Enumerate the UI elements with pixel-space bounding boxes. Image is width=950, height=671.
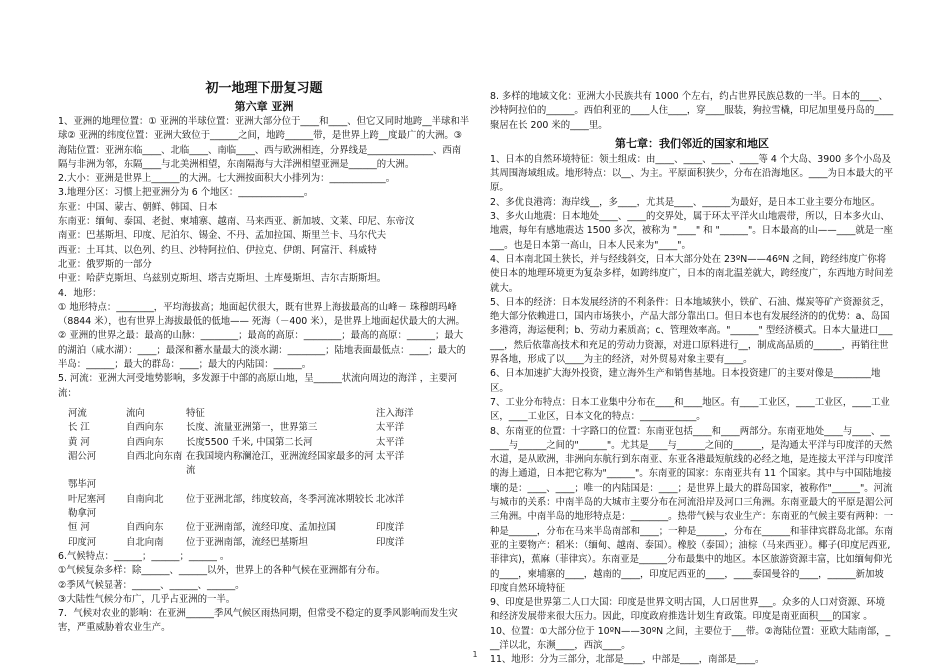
river-name: 印度河 [68, 536, 97, 548]
climate-line: ①气候复杂多样：除______、______以外，世界上的各种气候在亚洲都有分布。 [58, 565, 386, 577]
ch6-line: 中亚：哈萨克斯坦、乌兹别克斯坦、塔吉克斯坦、土库曼斯坦、吉尔吉斯斯坦。 [58, 273, 387, 285]
ch7-line: 11、地形：分为三部分，北部是____，中部是____，南部是____。 [490, 654, 765, 666]
river-ocean: 印度洋 [376, 536, 405, 548]
ch7-line: 6、日本加速扩大海外投资，建立海外生产和销售基地。日本投资建厂的主要对像是________地区。 [490, 368, 881, 394]
river-row [58, 478, 470, 492]
ch6-line: ① 地形特点：________，平均海拔高；地面起伏很大，既有世界上海拔最高的山峰－ 珠穆朗玛峰（8844 米），也有世界上海拔最低的低地—— 死海（－400 米），是世界上地面起伏最大的大洲。 [58, 301, 465, 328]
ch7-line: 3、多火山地震：日本地处____、____的交界处，属于环太平洋火山地震带，所以，日本多火山、地震，每年有感地震达 1500 多次，被称为 "____" 和 "______"。日本最高的山——____就是一座___。也是日本第一高山，日本人民来为"____"。 [490, 211, 893, 251]
ch7-line: 1、日本的自然环境特征：领土组成：由____、____、____、____等 4 个大岛、3900 多个小岛及其周围海域组成。地形特点：以__、为主。平原面积狭少，分布在沿海地区。____为日本最大的平原。 [490, 153, 894, 194]
ch6-line: 1、亚洲的地理位置：① 亚洲的半球位置：亚洲大部分位于____和____、但它又同时地跨__半球和半球② 亚洲的纬度位置：亚洲大致位于______之间，地跨______带，是世界上跨__度最广的大洲。③海陆位置：亚洲东临____、北临____、南临____、西与欧洲相连，分界线是______________、西南隔与非洲为邻，东隔____与北美洲相望，东南隔海与大洋洲相望亚洲是______的大洲。 [58, 116, 470, 170]
river-ocean: 北冰洋 [376, 493, 405, 505]
ch6-line: 2.大小：亚洲是世界上______的大洲。七大洲按面积大小排列为：____________。 [58, 173, 396, 185]
chapter7-heading: 第七章：我们邻近的国家和地区 [615, 136, 769, 150]
river-name: 鄂毕河 [68, 479, 97, 491]
river-feature: 长度、流量亚洲第一，世界第三 [186, 422, 318, 434]
river-name: 黄 河 [68, 436, 90, 448]
river-name: 叶尼塞河 [68, 493, 106, 505]
river-direction: 自南向北 [126, 493, 164, 505]
river-row [58, 521, 470, 535]
river-direction: 自西向东 [126, 522, 164, 534]
document-title: 初一地理下册复习题 [205, 81, 323, 96]
ch6-line: 东南亚：缅甸、泰国、老挝、柬埔寨、越南、马来西亚、新加坡、文莱、印尼、东帝汶 [58, 216, 415, 228]
ch7-line: 7、工业分布特点：日本工业集中分布在____和____地区。有____工业区，____工业区，____工业区，____工业区，日本文化的特点：____________。 [490, 396, 890, 423]
river-direction: 自北向南 [126, 536, 164, 548]
ch7-line: 2、多优良港湾：海岸线__，多____，尤其是____、______为最好，是日本工业主要分布地区。 [490, 196, 881, 208]
river-table [58, 421, 470, 550]
river-row [58, 507, 470, 521]
chapter6-heading: 第六章 亚洲 [234, 100, 294, 113]
ch6-line: 东亚：中国、蒙古、朝鲜、韩国、日本 [58, 201, 218, 213]
ch7-line: 8、东南亚的位置：十字路口的位置：东南亚包括____和____两部分。东南亚地处____与____、______与______之间的"______"。尤其是____与______之间的______，是沟通太平洋与印度洋的天然水道，是从欧洲，非洲向东航行到东南亚、东亚各港最短航线的必经之地，是连接太平洋与印度洋的海上通道，日本把它称为"______"。东南亚的国家：东南亚共有 11 个国家。其中与中国陆地接壤的是：____、____；唯一的内陆国是：____；是世界上最大的群岛国家，被称作"______"。河流与城市的关系：中南半岛的大城市主要分布在河流沿岸及河口三角洲。东南亚最大的平原是湄公河三角洲。中南半岛的地形特点是：________。热带气候与农业生产：东南亚的气候主要有两种：一种是______，分布在马来半岛南部和____；一种是______，分布在______和菲律宾群岛北部。东南亚的主要物产：稻米：（缅甸、越南、泰国）。橡胶（泰国）；油棕（马来西亚）。椰子(印度尼西亚,菲律宾)，蕉麻（菲律宾）。东南亚是______分布最集中的地区。本区旅游资源丰富，比如缅甸仰光的____，柬埔寨的____，越南的____，印度尼西亚的____，____泰国曼谷的____，______新加坡 [490, 425, 894, 580]
river-header-cell: 注入海洋 [376, 407, 414, 419]
river-name: 恒 河 [68, 522, 90, 534]
left-column [58, 80, 470, 636]
ch6-line: 4．地形： [58, 287, 102, 299]
climate-line: ③大陆性气候分布广，几乎占亚洲的一半。 [58, 593, 236, 605]
climate-line: 6.气候特点：______；______；______ 。 [58, 550, 230, 562]
river-feature: 长度5500 千米, 中国第二长河 [186, 436, 313, 448]
river-direction: 自西北向东南 [126, 450, 183, 462]
river-row [58, 493, 470, 507]
river-row [58, 436, 470, 450]
river-feature: 位于亚洲南部，流经印度、孟加拉国 [186, 522, 337, 534]
river-row [58, 450, 470, 479]
right-column [490, 90, 894, 668]
river-header-cell: 特征 [186, 407, 205, 419]
river-ocean: 太平洋 [376, 436, 405, 448]
ch7-line: 9、印度是世界第二人口大国：印度是世界文明古国，人口居世界___。众多的人口对资源、环境和经济发展带来很大压力。因此，印度政府推选计划生育政策。印度是南亚面积___的国家 。 [490, 597, 886, 623]
ch7-line: 5、日本的经济：日本发展经济的不利条件：日本地域狭小，铁矿、石油、煤炭等矿产资源贫乏，绝大部分依赖进口，国内市场狭小，产品大部分靠出口。但日本也有发展经济的的优势：a、岛国多港湾，海运便利；b、劳动力素质高；c、管理效率高。"______" 型经济模式。日本大量进口______，然后依靠高技术和充足的劳动力资源，对进口原料进行__，制成高品质的______，再销往世界各地，形成了以____为主的经济，对外贸易对象主要有____。 [490, 296, 893, 366]
river-name: 勒拿河 [68, 508, 97, 520]
climate-line: 7．气候对农业的影响：在亚洲______季风气候区雨热同期，但常受不稳定的夏季风影响而发生灾害，严重威胁着农业生产。 [58, 608, 458, 634]
river-row [58, 421, 470, 435]
river-feature: 位于亚洲北部，纬度较高，冬季河流冰期较长 [186, 493, 374, 505]
page-number: 1 [472, 650, 478, 659]
river-header-cell: 河流 [68, 407, 87, 419]
ch6-continued-line: 8. 多样的地域文化：亚洲大小民族共有 1000 个左右，约占世界民族总数的一半。日本的____、沙特阿拉伯的______。西伯利亚的____人住____，穿____服装，狗拉雪橇，印尼加里曼丹岛的____聚居在长 200 米的____里。 [490, 91, 894, 131]
ch6-line: 北亚：俄罗斯的一部分 [58, 258, 152, 270]
climate-line: ②季风气候显著：______、______、______。 [58, 579, 245, 591]
river-header-cell: 流向 [126, 407, 145, 419]
river-ocean: 太平洋 [376, 450, 405, 462]
ch6-line: 西亚：土耳其、以色列、约旦、沙特阿拉伯、伊拉克、伊朗、阿富汗、科威特 [58, 244, 377, 256]
ch7-line: 印度自然环境特征 [490, 582, 566, 594]
river-direction: 自西向东 [126, 436, 164, 448]
ch6-line: 5. 河流：亚洲大河受地势影响，多发源于中部的高原山地，呈______状流向周边的海洋 ，主要河流： [58, 373, 458, 399]
river-row [58, 536, 470, 550]
river-feature: 位于亚洲南部，流经巴基斯坦 [186, 536, 308, 548]
river-name: 湄公河 [68, 450, 97, 462]
river-feature: 在我国境内称澜沧江，亚洲流经国家最多的河流 [186, 450, 374, 477]
ch6-line: ② 亚洲的世界之最：最高的山脉：________；最高的高原：________；最高的高原：______；最大的湖泊（咸水湖）：____；最深和蓄水量最大的淡水湖：________；陆地表面最低点：____；最大的半岛：______；最大的群岛：____；最大的内陆国：______。 [58, 330, 466, 371]
river-name: 长 江 [68, 422, 90, 434]
river-ocean: 印度洋 [376, 522, 405, 534]
ch7-line: 10、位置：①大部分位于 10ºN——30ºN 之间，主要位于___带。②海陆位置：亚欧大陆南部，___洋以北，东濒____，西滨____。 [490, 625, 891, 651]
ch6-line: 3.地理分区：习惯上把亚洲分为 6 个地区：______________。 [58, 187, 314, 199]
ch7-line: 4、日本南北国土狭长，并与经线斜交，日本大部分处在 23ºN——46ºN 之间，跨经纬度广你将使日本的地理环境更为复杂多样，如跨纬度广，日本的南北温差就大，跨经度广，东西地方时间差就大。 [490, 253, 894, 294]
river-ocean: 太平洋 [376, 422, 405, 434]
ch6-line: 南亚：巴基斯坦、印度、尼泊尔、锡金、不丹、孟加拉国、斯里兰卡、马尔代夫 [58, 230, 387, 242]
river-table-header [58, 407, 470, 421]
river-direction: 自西向东 [126, 422, 164, 434]
